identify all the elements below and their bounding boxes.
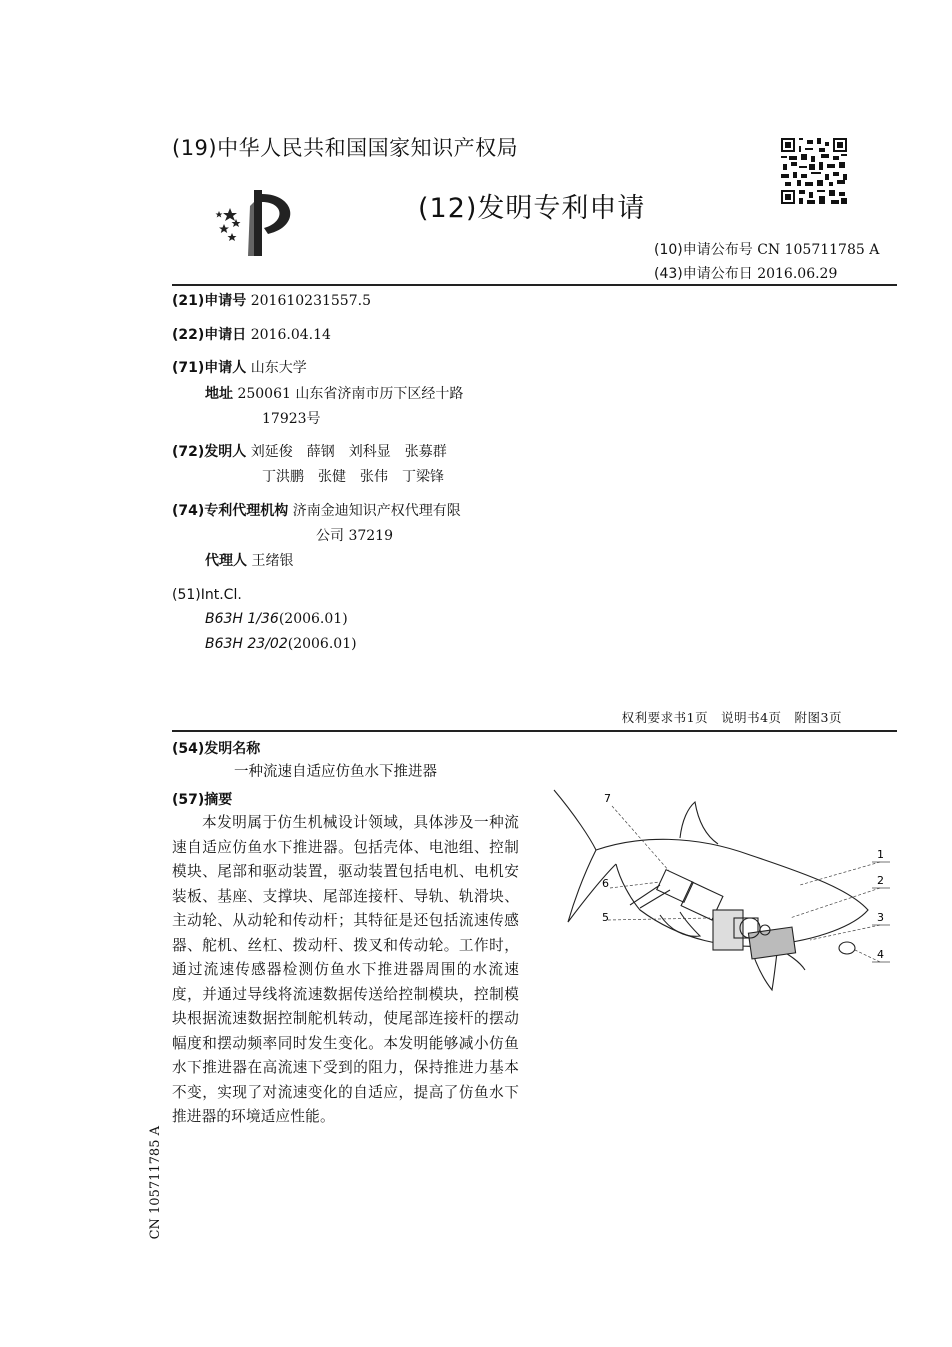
- header-divider: [172, 284, 897, 286]
- publication-number-label: (10)申请公布号: [654, 242, 753, 258]
- figure-label: 6: [602, 877, 609, 890]
- abstract-text: 本发明属于仿生机械设计领域，具体涉及一种流速自适应仿鱼水下推进器。包括壳体、电池组、控制模块、尾部和驱动装置，驱动装置包括电机、电机安装板、基座、支撑块、尾部连接杆、导轨、轨滑块、主动轮、从动轮和传动杆；其特征是还包括流速传感器、舵机、丝杠、拨动杆、拨叉和传动轮。工作时，通过流速传感器检测仿鱼水下推进器周围的水流速度，并通过导线将流速数据传送给控制模块，控制模块根据流速数据控制舵机转动，使尾部连接杆的摆动幅度和摆动频率同时发生变化。本发明能够减小仿鱼水下推进器在高流速下受到的阻力，保持推进力基本不变，实现了对流速变化的自适应，提高了仿鱼水下推进器的环境适应性能。: [172, 814, 519, 1125]
- agent-label: 代理人: [205, 553, 247, 569]
- filing-date: [172, 326, 331, 345]
- figure-label: 7: [604, 792, 611, 805]
- fish-propeller-figure: [520, 780, 920, 1020]
- inventors-label: (72)发明人: [172, 444, 247, 460]
- application-number-label: (21)申请号: [172, 293, 247, 309]
- side-publication-number: CN 105711785 A: [148, 1126, 163, 1240]
- section-divider: [172, 730, 897, 732]
- agent-value: 王绪银: [251, 553, 294, 569]
- inventors: [172, 443, 447, 462]
- publication-date-value: 2016.06.29: [757, 266, 838, 282]
- patent-agency-label: (74)专利代理机构: [172, 503, 289, 519]
- applicant-label: (71)申请人: [172, 360, 247, 376]
- ipc-version: (2006.01): [287, 636, 357, 652]
- invention-title: 一种流速自适应仿鱼水下推进器: [234, 764, 437, 780]
- qr-code[interactable]: [781, 138, 847, 204]
- application-number-value: 201610231557.5: [250, 293, 371, 309]
- address-line1: 250061 山东省济南市历下区经十路: [237, 386, 464, 402]
- patent-agency-line1: 济南金迪知识产权代理有限: [292, 503, 461, 519]
- filing-date-label: (22)申请日: [172, 327, 247, 343]
- patent-agency: [172, 502, 461, 521]
- address-label: 地址: [205, 386, 233, 402]
- title-label: (54)发明名称: [172, 741, 261, 757]
- ipc-label: (51)Int.Cl.: [172, 587, 242, 603]
- publication-number-value: CN 105711785 A: [757, 242, 880, 258]
- ipc-code: B63H 1/36: [205, 611, 279, 627]
- applicant-value: 山东大学: [250, 360, 307, 376]
- patent-office-name: (19)中华人民共和国国家知识产权局: [172, 136, 519, 160]
- address-line2: 17923号: [262, 411, 321, 427]
- ipc-version: (2006.01): [278, 611, 348, 627]
- application-number: [172, 292, 371, 311]
- ipc-entry: [205, 611, 348, 627]
- patent-agency-line2: 公司 37219: [316, 528, 393, 544]
- ipc-entry: [205, 636, 357, 652]
- abstract-label: (57)摘要: [172, 792, 233, 808]
- inventors-line1: 刘延俊 薛钢 刘科显 张募群: [250, 444, 447, 460]
- document-type: (12)发明专利申请: [418, 193, 646, 224]
- figure-label: 3: [877, 911, 884, 924]
- publication-date: [654, 263, 837, 283]
- cnipa-logo: [210, 186, 305, 258]
- figure-label: 4: [877, 948, 884, 961]
- filing-date-value: 2016.04.14: [250, 327, 331, 343]
- publication-date-label: (43)申请公布日: [654, 266, 753, 282]
- publication-number: [654, 239, 879, 259]
- page-counts: 权利要求书1页 说明书4页 附图3页: [621, 710, 842, 725]
- address: [205, 385, 463, 404]
- ipc-code: B63H 23/02: [205, 636, 288, 652]
- figure-label: 2: [877, 874, 884, 887]
- applicant: [172, 359, 307, 378]
- figure-label: 1: [877, 848, 884, 861]
- inventors-line2: 丁洪鹏 张健 张伟 丁梁锋: [262, 469, 444, 485]
- figure-label: 5: [602, 911, 609, 924]
- agent: [205, 552, 293, 571]
